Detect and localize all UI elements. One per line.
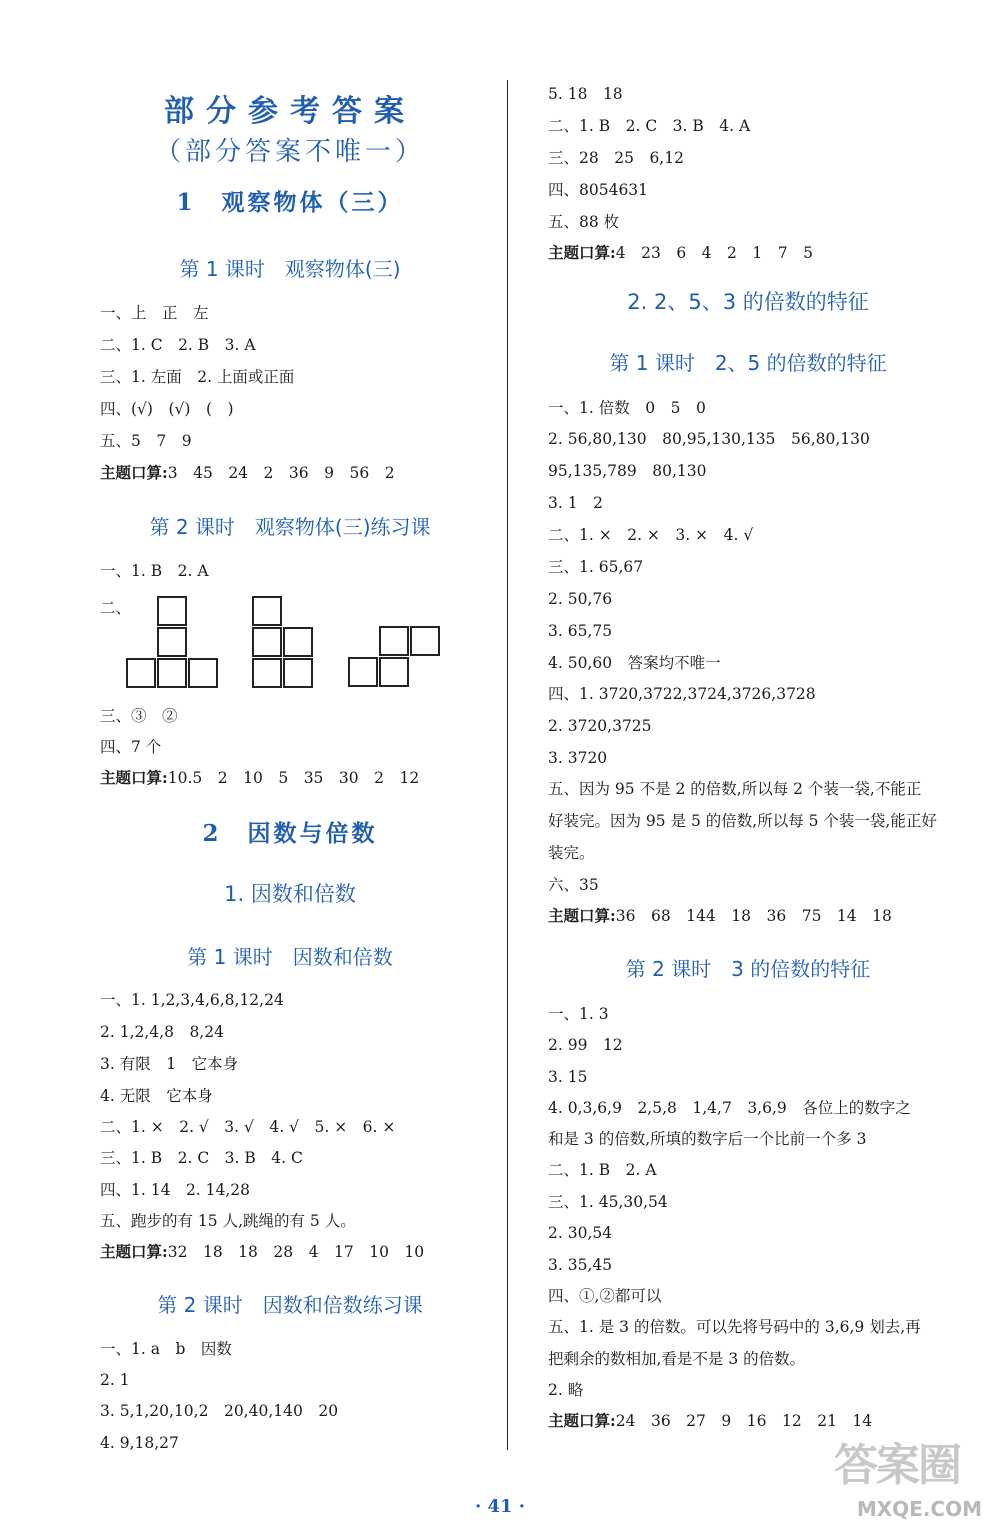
answer-line: 四、①,②都可以 (548, 1287, 662, 1305)
unit2-heading: 2 因数与倍数 (202, 820, 378, 847)
u2-lesson2-heading: 第 2 课时 因数和倍数练习课 (157, 1293, 423, 1317)
answer-line: 二、 (100, 599, 132, 617)
mental-math-line: 主题口算:4 23 6 4 2 1 7 5 (548, 243, 813, 262)
answer-line: 三、1. 45,30,54 (548, 1193, 668, 1211)
answer-line: 把剩余的数相加,看是不是 3 的倍数。 (548, 1350, 806, 1368)
answer-line: 三、1. B 2. C 3. B 4. C (100, 1149, 303, 1167)
view-figure-3 (348, 626, 442, 690)
answer-line: 三、1. 65,67 (548, 558, 644, 576)
answer-line: 二、1. B 2. C 3. B 4. A (548, 117, 751, 135)
u2-lesson1-heading: 第 1 课时 因数和倍数 (187, 945, 393, 969)
mental-math-line: 主题口算:10.5 2 10 5 35 30 2 12 (100, 768, 420, 787)
answer-line: 一、1. 3 (548, 1005, 609, 1023)
page-title: 部分参考答案 (164, 94, 416, 129)
answer-line: 五、跑步的有 15 人,跳绳的有 5 人。 (100, 1212, 356, 1230)
u1-lesson1-heading: 第 1 课时 观察物体(三) (179, 257, 401, 281)
answer-line: 装完。 (548, 844, 595, 862)
answer-line: 二、1. C 2. B 3. A (100, 336, 256, 354)
answer-line: 3. 5,1,20,10,2 20,40,140 20 (100, 1402, 339, 1420)
u2-section1-heading: 1. 因数和倍数 (224, 882, 356, 906)
answer-line: 三、1. 左面 2. 上面或正面 (100, 368, 295, 386)
lesson1-heading: 第 1 课时 2、5 的倍数的特征 (609, 351, 887, 375)
answer-line: 2. 56,80,130 80,95,130,135 56,80,130 (548, 430, 870, 448)
answer-line: 3. 35,45 (548, 1256, 613, 1274)
answer-line: 3. 65,75 (548, 622, 613, 640)
answer-line: 五、因为 95 不是 2 的倍数,所以每 2 个装一袋,不能正 (548, 780, 922, 798)
mental-math-line: 主题口算:3 45 24 2 36 9 56 2 (100, 463, 395, 482)
watermark-url: MXQE.COM (856, 1497, 982, 1521)
answer-line: 3. 1 2 (548, 494, 603, 512)
answer-line: 4. 无限 它本身 (100, 1087, 213, 1105)
answer-line: 4. 9,18,27 (100, 1434, 179, 1452)
answer-line: 三、28 25 6,12 (548, 149, 684, 167)
answer-line: 2. 1 (100, 1371, 130, 1389)
mental-math-line: 主题口算:32 18 18 28 4 17 10 10 (100, 1242, 425, 1261)
answer-line: 六、35 (548, 876, 599, 894)
answer-line: 四、7 个 (100, 738, 162, 756)
answer-line: 四、8054631 (548, 181, 649, 199)
answer-line: 2. 50,76 (548, 590, 613, 608)
answer-line: 好装完。因为 95 是 5 的倍数,所以每 5 个装一袋,能正好 (548, 812, 937, 830)
page-number: · 41 · (474, 1496, 526, 1517)
column-divider (507, 80, 508, 1450)
answer-line: 4. 50,60 答案均不唯一 (548, 654, 721, 672)
answer-line: 五、1. 是 3 的倍数。可以先将号码中的 3,6,9 划去,再 (548, 1318, 921, 1336)
answer-line: 3. 3720 (548, 749, 608, 767)
answer-line: 五、5 7 9 (100, 432, 192, 450)
answer-line: 一、1. a b 因数 (100, 1340, 232, 1358)
answer-line: 五、88 枚 (548, 213, 620, 231)
answer-line: 4. 0,3,6,9 2,5,8 1,4,7 3,6,9 各位上的数字之 (548, 1099, 911, 1117)
answer-line: 二、1. × 2. √ 3. √ 4. √ 5. × 6. × (100, 1118, 396, 1136)
answer-line: 3. 15 (548, 1068, 588, 1086)
page-subtitle: （部分答案不唯一） (154, 137, 425, 167)
section2-heading: 2. 2、5、3 的倍数的特征 (627, 290, 869, 314)
answer-line: 二、1. B 2. A (548, 1161, 657, 1179)
lesson2-heading: 第 2 课时 3 的倍数的特征 (625, 957, 871, 981)
watermark-logo: 答案圈 (834, 1440, 960, 1491)
u1-lesson2-heading: 第 2 课时 观察物体(三)练习课 (149, 515, 431, 539)
unit1-heading: 1 观察物体（三） (176, 189, 404, 216)
view-figure-1 (126, 596, 220, 692)
answer-line: 2. 略 (548, 1381, 584, 1399)
view-figure-2 (252, 596, 316, 692)
mental-math-line: 主题口算:36 68 144 18 36 75 14 18 (548, 906, 892, 925)
answer-line: 四、1. 3720,3722,3724,3726,3728 (548, 685, 816, 703)
answer-line: 一、1. 倍数 0 5 0 (548, 399, 706, 417)
answer-line: 四、(√) (√) ( ) (100, 400, 234, 418)
answer-line: 95,135,789 80,130 (548, 462, 707, 480)
answer-line: 三、③ ② (100, 707, 178, 725)
answer-line: 一、1. 1,2,3,4,6,8,12,24 (100, 991, 284, 1009)
answer-line: 一、1. B 2. A (100, 562, 209, 580)
answer-line: 2. 30,54 (548, 1224, 613, 1242)
answer-line: 3. 有限 1 它本身 (100, 1055, 239, 1073)
answer-line: 2. 1,2,4,8 8,24 (100, 1023, 224, 1041)
answer-line: 四、1. 14 2. 14,28 (100, 1181, 251, 1199)
answer-line: 2. 3720,3725 (548, 717, 652, 735)
answer-line: 二、1. × 2. × 3. × 4. √ (548, 526, 754, 544)
answer-line: 和是 3 的倍数,所填的数字后一个比前一个多 3 (548, 1130, 867, 1148)
mental-math-line: 主题口算:24 36 27 9 16 12 21 14 (548, 1411, 873, 1430)
answer-line: 5. 18 18 (548, 85, 623, 103)
answer-line: 一、上 正 左 (100, 304, 209, 322)
answer-line: 2. 99 12 (548, 1036, 623, 1054)
